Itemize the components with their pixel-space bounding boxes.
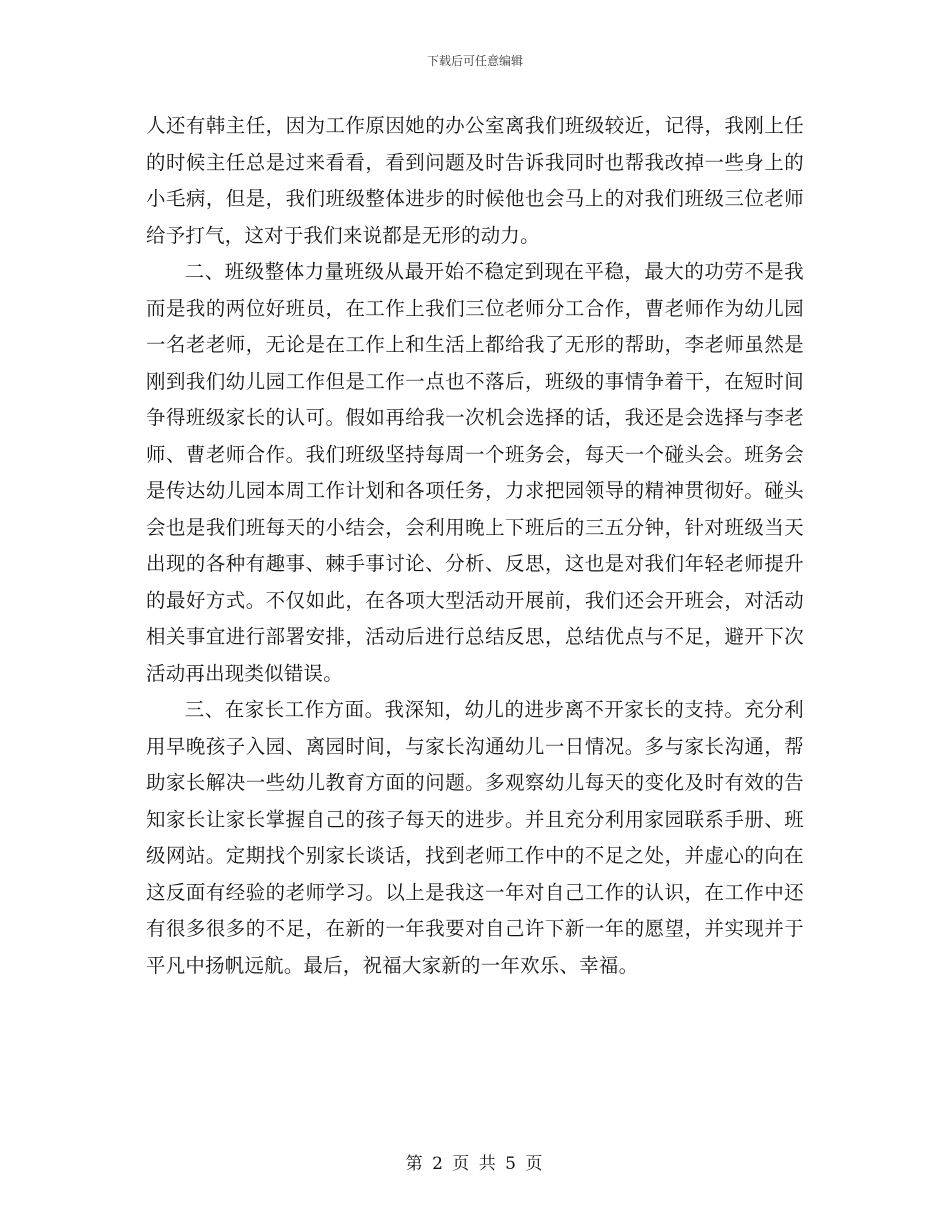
- document-body: [146, 108, 804, 984]
- paragraph-2: 二、班级整体力量班级从最开始不稳定到现在平稳，最大的功劳不是我而是我的两位好班员，在工作上我们三位老师分工合作，曹老师作为幼儿园一名老老师，无论是在工作上和生活上都给我了无形的帮助，李老师虽然是刚到我们幼儿园工作但是工作一点也不落后，班级的事情争着干，在短时间争得班级家长的认可。假如再给我一次机会选择的话，我还是会选择与李老师、曹老师合作。我们班级坚持每周一个班务会，每天一个碰头会。班务会是传达幼儿园本周工作计划和各项任务，力求把园领导的精神贯彻好。碰头会也是我们班每天的小结会，会利用晚上下班后的三五分钟，针对班级当天出现的各种有趣事、棘手事讨论、分析、反思，这也是对我们年轻老师提升的最好方式。不仅如此，在各项大型活动开展前，我们还会开班会，对活动相关事宜进行部署安排，活动后进行总结反思，总结优点与不足，避开下次活动再出现类似错误。: [146, 260, 804, 685]
- page-header: 下载后可任意编辑: [426, 54, 523, 68]
- paragraph-3: 三、在家长工作方面。我深知，幼儿的进步离不开家长的支持。充分利用早晚孩子入园、离园时间，与家长沟通幼儿一日情况。多与家长沟通，帮助家长解决一些幼儿教育方面的问题。多观察幼儿每天的变化及时有效的告知家长让家长掌握自己的孩子每天的进步。并且充分利用家园联系手册、班级网站。定期找个别家长谈话，找到老师工作中的不足之处，并虚心的向在这反面有经验的老师学习。以上是我这一年对自己工作的认识，在工作中还有很多很多的不足，在新的一年我要对自己许下新一年的愿望，并实现并于平凡中扬帆远航。最后，祝福大家新的一年欢乐、幸福。: [146, 698, 804, 977]
- paragraph-1: 人还有韩主任，因为工作原因她的办公室离我们班级较近，记得，我刚上任的时候主任总是过来看看，看到问题及时告诉我同时也帮我改掉一些身上的小毛病，但是，我们班级整体进步的时候他也会马上的对我们班级三位老师给予打气，这对于我们来说都是无形的动力。: [146, 114, 804, 247]
- page-number-footer: 第 2 页 共 5 页: [405, 1154, 545, 1174]
